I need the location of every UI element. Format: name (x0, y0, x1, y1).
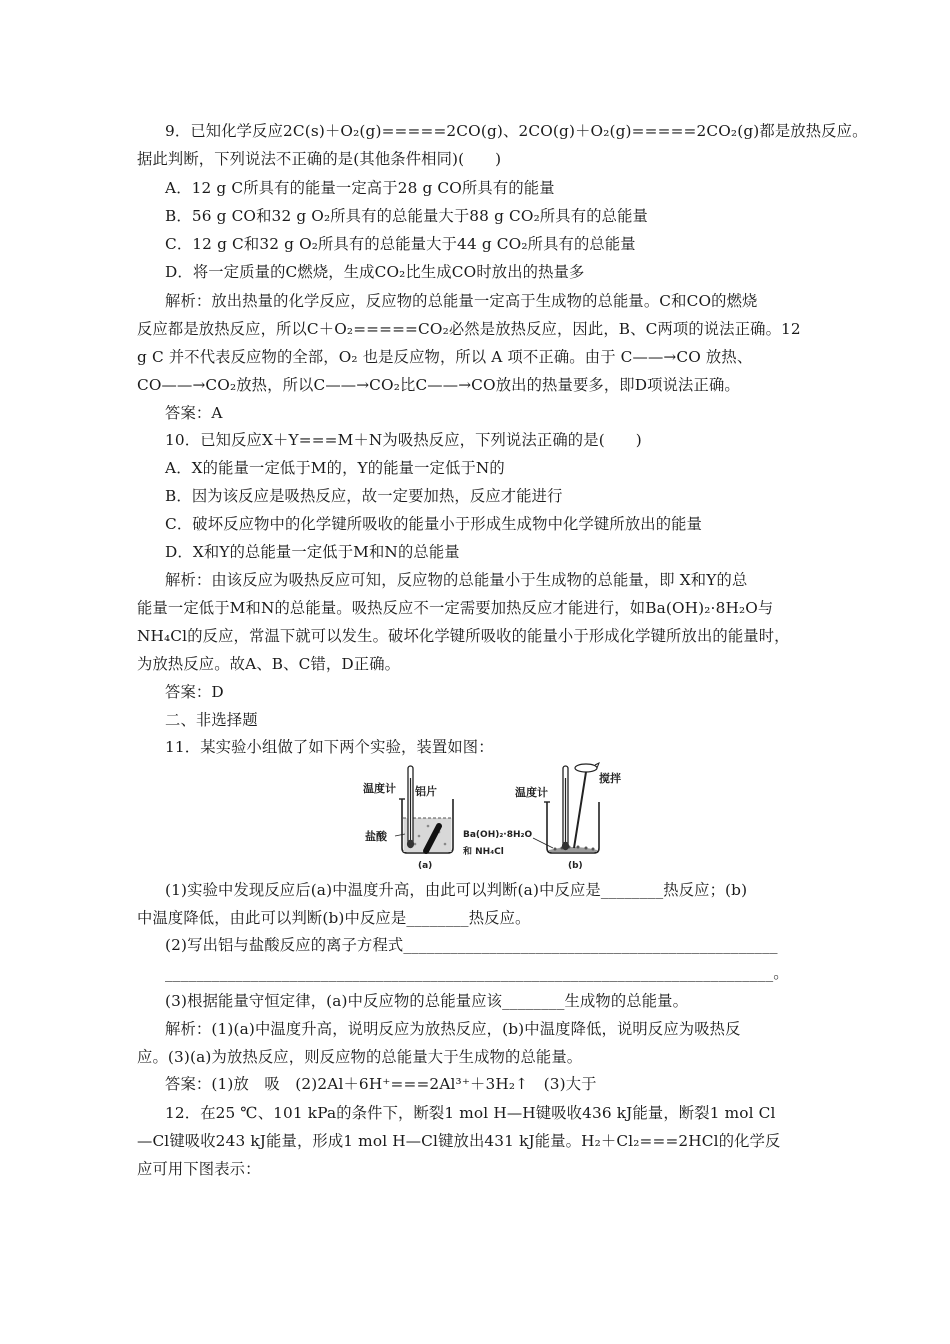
label-b-reagent-line1: Ba(OH)₂·8H₂O (463, 830, 533, 840)
q9-explanation-line2: 反应都是放热反应，所以C＋O₂=====CO₂必然是放热反应，因此，B、C两项的说法正确。12 (137, 320, 801, 338)
caption-a: (a) (418, 861, 433, 871)
q9-explanation-line3: g C 并不代表反应物的全部，O₂ 也是反应物，所以 A 项不正确。由于 C——→CO 放热、 (137, 348, 753, 366)
q11-answer: 答案：(1)放 吸 (2)2Al＋6H⁺===2Al³⁺＋3H₂↑ (3)大于 (165, 1075, 597, 1093)
label-a-aluminum-foil: 铝片 (415, 785, 437, 798)
q10-option-b: B．因为该反应是吸热反应，故一定要加热，反应才能进行 (165, 487, 563, 505)
caption-b: (b) (568, 861, 583, 871)
q10-explanation-line1: 解析：由该反应为吸热反应可知，反应物的总能量小于生成物的总能量，即 X和Y的总 (165, 571, 748, 589)
q11-part2-line1: (2)写出铝与盐酸反应的离子方程式________________________________________________ (165, 936, 778, 954)
q10-option-d: D．X和Y的总能量一定低于M和N的总能量 (165, 543, 460, 561)
label-b-reagent-line2: 和 NH₄Cl (463, 847, 504, 857)
q9-option-b: B．56 g CO和32 g O₂所具有的总能量大于88 g CO₂所具有的总能量 (165, 207, 648, 225)
q12-line2: —Cl键吸收243 kJ能量，形成1 mol H—Cl键放出431 kJ能量。H₂＋Cl₂===2HCl的化学反 (137, 1132, 781, 1150)
q10-stem: 10．已知反应X＋Y===M＋N为吸热反应，下列说法正确的是( ) (165, 431, 642, 449)
q9-explanation-line1: 解析：放出热量的化学反应，反应物的总能量一定高于生成物的总能量。C和CO的燃烧 (165, 292, 758, 310)
q9-option-a: A．12 g C所具有的能量一定高于28 g CO所具有的能量 (165, 179, 555, 197)
beaker-b (544, 763, 599, 853)
q9-option-c: C．12 g C和32 g O₂所具有的总能量大于44 g CO₂所具有的总能量 (165, 235, 636, 253)
q10-answer: 答案：D (165, 683, 224, 701)
q11-part2-line2: ______________________________________________________________________________。 (165, 964, 789, 982)
q10-explanation-line3: NH₄Cl的反应，常温下就可以发生。破坏化学键所吸收的能量小于形成化学键所放出的能量时， (137, 627, 790, 645)
q10-option-c: C．破坏反应物中的化学键所吸收的能量小于形成生成物中化学键所放出的能量 (165, 515, 703, 533)
q9-stem-line2: 据此判断，下列说法不正确的是(其他条件相同)( ) (137, 150, 502, 168)
q11-explanation-line1: 解析：(1)(a)中温度升高，说明反应为放热反应，(b)中温度降低，说明反应为吸热反 (165, 1020, 741, 1038)
q11-part3: (3)根据能量守恒定律，(a)中反应物的总能量应该________生成物的总能量。 (165, 992, 689, 1010)
q11-apparatus-figure (355, 758, 625, 874)
label-b-thermometer: 温度计 (515, 786, 548, 799)
q11-part1-line2: 中温度降低，由此可以判断(b)中反应是________热反应。 (137, 909, 531, 927)
apparatus-diagram (355, 758, 625, 874)
q9-explanation-line4: CO——→CO₂放热，所以C——→CO₂比C——→CO放出的热量要多，即D项说法正确。 (137, 376, 740, 394)
stirring-rod (574, 772, 586, 848)
q10-option-a: A．X的能量一定低于M的，Y的能量一定低于N的 (165, 459, 505, 477)
q11-part1-line1: (1)实验中发现反应后(a)中温度升高，由此可以判断(a)中反应是________热反应；(b) (165, 881, 748, 899)
q10-explanation-line4: 为放热反应。故A、B、C错，D正确。 (137, 655, 401, 673)
q12-line3: 应可用下图表示： (137, 1160, 261, 1178)
section-heading: 二、非选择题 (165, 711, 258, 729)
q9-answer: 答案：A (165, 404, 223, 422)
q12-line1: 12．在25 ℃、101 kPa的条件下，断裂1 mol H—H键吸收436 kJ能量，断裂1 mol Cl (165, 1104, 776, 1122)
q9-stem-line1: 9．已知化学反应2C(s)＋O₂(g)=====2CO(g)、2CO(g)＋O₂(g)=====2CO₂(g)都是放热反应。 (165, 122, 868, 140)
beaker-a (399, 766, 453, 853)
label-a-hydrochloric-acid: 盐酸 (365, 830, 387, 843)
q10-explanation-line2: 能量一定低于M和N的总能量。吸热反应不一定需要加热反应才能进行，如Ba(OH)₂·8H₂O与 (137, 599, 774, 617)
label-b-stir: 搅拌 (599, 772, 621, 785)
q9-option-d: D．将一定质量的C燃烧，生成CO₂比生成CO时放出的热量多 (165, 263, 585, 281)
q11-explanation-line2: 应。(3)(a)为放热反应，则反应物的总能量大于生成物的总能量。 (137, 1048, 583, 1066)
label-a-thermometer: 温度计 (363, 782, 396, 795)
q11-stem: 11．某实验小组做了如下两个实验，装置如图： (165, 738, 494, 756)
